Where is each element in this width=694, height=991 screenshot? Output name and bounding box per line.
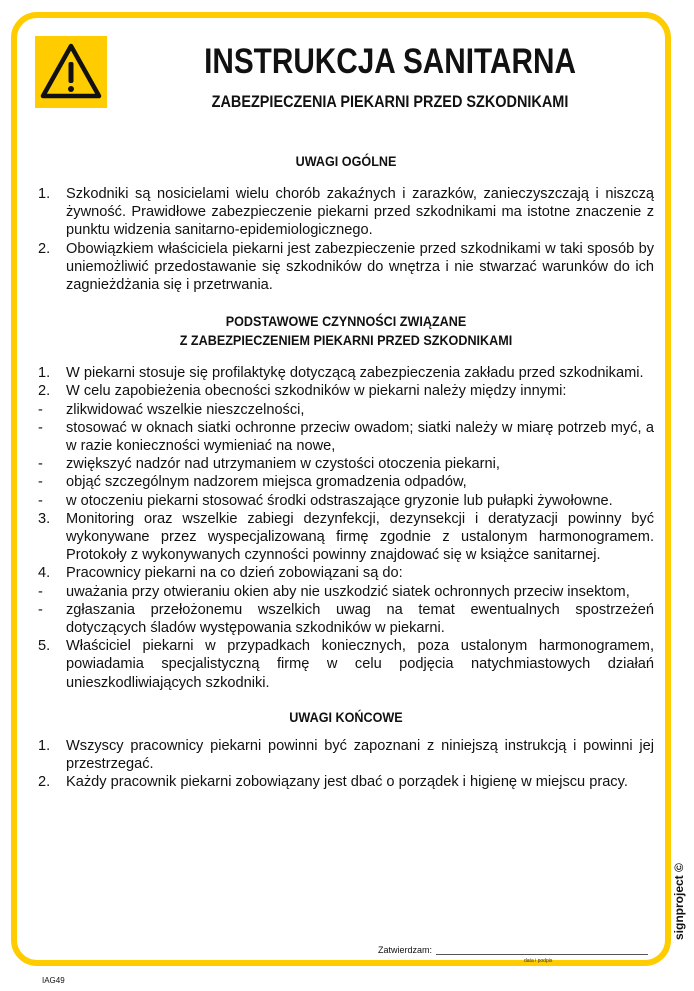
list-item xyxy=(38,185,654,240)
numbered-list xyxy=(38,185,654,294)
item-body xyxy=(38,564,654,637)
page-subtitle: ZABEZPIECZENIA PIEKARNI PRZED SZKODNIKAMI xyxy=(211,92,569,111)
item-number: 3. xyxy=(38,510,51,527)
item-number: 2. xyxy=(38,240,51,257)
dash-marker: - xyxy=(38,401,43,418)
section-heading: PODSTAWOWE CZYNNOŚCI ZWIĄZANE xyxy=(225,313,467,330)
item-text: W piekarni stosuje się profilaktykę dotyczącą zabezpieczenia zakładu przed szkodnikami. xyxy=(66,365,644,382)
list-item xyxy=(38,510,654,565)
dash-item xyxy=(38,583,654,601)
dash-marker: - xyxy=(38,601,43,618)
item-body xyxy=(66,773,654,791)
list-item xyxy=(38,773,654,791)
item-body xyxy=(38,382,654,509)
list-item xyxy=(38,564,654,637)
instruction-content xyxy=(38,152,654,791)
section xyxy=(38,708,654,792)
item-text: Monitoring oraz wszelkie zabiegi dezynfekcji, dezynsekcji i deratyzacji powinny być wykonywane przez wyspecjalizowaną firmę zgodnie z ustalonym harmonogramem. Protokoły z wykonywanych czynności powinny znajdować się w książce sanitarnej. xyxy=(66,510,654,564)
dash-item xyxy=(38,401,654,419)
dash-item-text: zwiększyć nadzór nad utrzymaniem w czystości otoczenia piekarni, xyxy=(66,456,500,473)
dash-marker: - xyxy=(38,456,43,473)
page-title: INSTRUKCJA SANITARNA xyxy=(204,42,576,81)
numbered-list xyxy=(38,364,654,692)
section-heading: Z ZABEZPIECZENIEM PIEKARNI PRZED SZKODNIKAMI xyxy=(179,332,513,349)
item-text: Szkodniki są nosicielami wielu chorób zakaźnych i zarazków, zanieczyszczają i niszczą żywność. Prawidłowe zabezpieczenie piekarni przed szkodnikami ma istotne znaczenie z punktu widzenia sanitarno-epidemiologicznego. xyxy=(66,186,654,239)
section xyxy=(38,312,654,692)
signature-line xyxy=(436,945,648,955)
item-text: Wszyscy pracownicy piekarni powinni być zapoznani z niniejszą instrukcją i powinni jej przestrzegać. xyxy=(66,737,654,773)
dash-item-text: zlikwidować wszelkie nieszczelności, xyxy=(66,401,305,418)
list-item xyxy=(38,737,654,773)
item-body xyxy=(66,240,654,295)
signature-caption: data i podpis xyxy=(524,958,553,964)
dash-marker: - xyxy=(38,583,43,600)
list-item xyxy=(38,382,654,509)
item-body xyxy=(66,510,654,565)
dash-item-text: zgłaszania przełożonemu wszelkich uwag na temat ewentualnych spostrzeżeń dotyczących śladów występowania szkodników w piekarni. xyxy=(66,601,654,637)
dash-item-text: stosować w oknach siatki ochronne przeciw owadom; siatki należy w miarę potrzeb myć, a w razie konieczności wymieniać na nowe, xyxy=(66,419,654,455)
item-number: 1. xyxy=(38,737,51,754)
item-number: 2. xyxy=(38,383,51,400)
item-text: Każdy pracownik piekarni zobowiązany jest dbać o porządek i higienę w miejscu pracy. xyxy=(66,774,628,791)
approval-label: Zatwierdzam: xyxy=(378,945,433,955)
item-text: Pracownicy piekarni na co dzień zobowiązani są do: xyxy=(66,565,403,582)
dash-item-text: uważania przy otwieraniu okien aby nie uszkodzić siatek ochronnych przeciw insektom, xyxy=(66,583,630,600)
item-text: Obowiązkiem właściciela piekarni jest zabezpieczenie przed szkodnikami w taki sposób by uniemożliwić przedostawanie się szkodników do wnętrza i nie stwarzać warunków do ich zagnieżdżania się i przetrwania. xyxy=(66,240,654,294)
warning-triangle-icon xyxy=(35,36,107,108)
section xyxy=(38,152,654,294)
item-body xyxy=(66,737,654,773)
dash-list xyxy=(38,401,654,510)
item-body xyxy=(66,364,654,382)
brand-mark: signproject © xyxy=(672,863,686,940)
dash-item-text: objąć szczególnym nadzorem miejsca gromadzenia odpadów, xyxy=(66,474,467,491)
dash-item-text: w otoczeniu piekarni stosować środki odstraszające gryzonie lub pułapki żywołowne. xyxy=(66,492,613,509)
section-heading: UWAGI OGÓLNE xyxy=(295,153,397,169)
dash-item xyxy=(38,419,654,455)
list-item xyxy=(38,364,654,382)
item-text: Właściciel piekarni w przypadkach koniecznych, poza ustalonym harmonogramem, powiadamia specjalistyczną firmę w celu podjęcia natychmiastowych działań unieszkodliwiających szkodniki. xyxy=(66,638,654,691)
approval-signature xyxy=(378,945,648,955)
dash-list xyxy=(38,583,654,638)
item-number: 1. xyxy=(38,186,51,202)
numbered-list xyxy=(38,737,654,792)
dash-item xyxy=(38,601,654,637)
item-number: 2. xyxy=(38,774,51,791)
dash-marker: - xyxy=(38,492,43,509)
item-text: W celu zapobieżenia obecności szkodników w piekarni należy między innymi: xyxy=(66,383,567,400)
list-item xyxy=(38,637,654,692)
section-heading: UWAGI KOŃCOWE xyxy=(289,708,403,725)
dash-marker: - xyxy=(38,419,43,436)
dash-item xyxy=(38,492,654,510)
item-number: 5. xyxy=(38,638,51,655)
dash-marker: - xyxy=(38,474,43,491)
item-number: 4. xyxy=(38,565,51,582)
dash-item xyxy=(38,455,654,473)
item-body xyxy=(66,637,654,692)
item-body xyxy=(66,185,654,240)
list-item xyxy=(38,240,654,295)
dash-item xyxy=(38,473,654,491)
item-number: 1. xyxy=(38,365,51,382)
product-code: IAG49 xyxy=(42,976,65,985)
